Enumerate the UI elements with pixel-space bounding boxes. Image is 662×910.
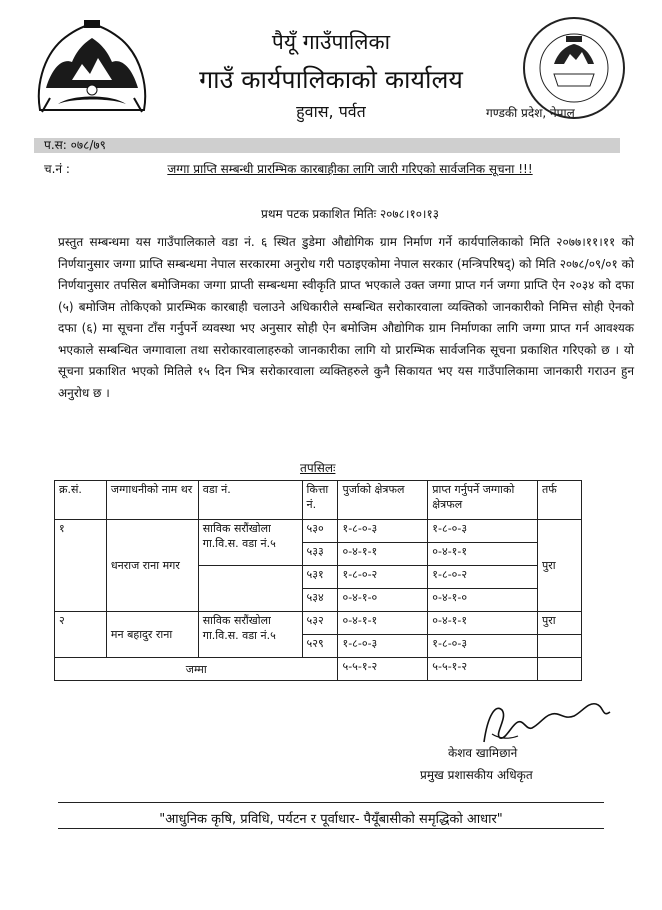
table-row [55,520,582,543]
cell-purja: १-८-०-३ [338,520,428,543]
header-ward: वडा नं. [198,481,302,520]
cell-side-empty [538,635,582,658]
footer-slogan: "आधुनिक कृषि, प्रविधि, पर्यटन र पूर्वाधार- पैयूँबासीको समृद्धिको आधार" [159,812,503,827]
header-sn: क्र.सं. [55,481,107,520]
cell-purja: १-८-०-२ [338,566,428,589]
land-details-table [54,480,582,681]
municipality-name: पैयूँ गाउँपालिका [271,30,391,54]
cell-total-required: ५-५-१-२ [428,658,538,681]
cell-total-purja: ५-५-१-२ [338,658,428,681]
province-name: गण्डकी प्रदेश, नेपाल [486,106,575,120]
cell-purja: ०-४-१-१ [338,612,428,635]
table-total-row [55,658,582,681]
cell-total-empty [538,658,582,681]
header-purja-area: पुर्जाको क्षेत्रफल [338,481,428,520]
header-kitta: कित्ता नं. [302,481,338,520]
cell-ward: साविक सरौंखोला गा.वि.स. वडा नं.५ [198,612,302,658]
cell-purja: ०-४-१-१ [338,543,428,566]
cell-kitta: ५३३ [302,543,338,566]
cell-required: १-८-०-२ [428,566,538,589]
nepal-emblem-icon [32,18,152,118]
cell-required: ०-४-१-१ [428,612,538,635]
cell-kitta: ५३० [302,520,338,543]
notice-subject: जग्गा प्राप्ति सम्बन्धी प्रारम्भिक कारबाहीका लागि जारी गरिएको सार्वजनिक सूचना !!! [167,162,533,176]
table-row [55,612,582,635]
cell-side: पुरा [538,612,582,635]
cell-owner: मन बहादुर राना [106,612,198,658]
header-owner: जग्गाधनीको नाम थर [106,481,198,520]
table-caption: तपसिलः [300,461,336,475]
header-side: तर्फ [538,481,582,520]
cell-side: पुरा [538,520,582,612]
office-address: हुवास, पर्वत [296,102,366,121]
dispatch-number: च.नं : [44,162,70,176]
header-required-area: प्राप्त गर्नुपर्ने जग्गाको क्षेत्रफल [428,481,538,520]
reference-bar [34,138,620,153]
reference-number: प.स: ०७८/७९ [44,138,106,152]
cell-required: ०-४-१-० [428,589,538,612]
cell-sn: २ [55,612,107,658]
office-name: गाउँ कार्यपालिकाको कार्यालय [199,65,463,94]
notice-body: प्रस्तुत सम्बन्धमा यस गाउँपालिकाले वडा नं. ६ स्थित डुडेमा औद्योगिक ग्राम निर्माण गर्ने कार्यपालिकाको मिति २०७७।११।११ को निर्णयानुसार जग्गा प्राप्ति सम्बन्धमा नेपाल सरकारमा अनुरोध गरी पठाइएकोमा नेपाल सरकार (मन्त्रिपरिषद्) को मिति २०७८/०९/०१ को निर्णयानुसार तपसिल बमोजिमका जग्गा प्राप्ती सम्बन्धमा स्वीकृति प्राप्त भएकाले उक्त जग्गा प्राप्त गर्न जग्गा प्राप्ति ऐन २०३४ को दफा (५) बमोजिम तोकिएको प्रारम्भिक कारबाही चलाउने अधिकारीले सम्बन्धित सरोकारवाला व्यक्तिको जानकारीको निमित्त सोही ऐनको दफा (६) मा सूचना टाँस गर्नुपर्ने व्यवस्था भए अनुसार सोही ऐन बमोजिम औद्योगिक ग्राम निर्माणका लागि जग्गा प्राप्त गर्न आवश्यक भएकाले सम्बन्धित जग्गावाला तथा सरोकारवालाहरुको जानकारीका लागि यो प्रारम्भिक सार्वजनिक सूचना प्रकाशित गरिएको छ । यो सूचना प्रकाशित भएको मितिले १५ दिन भित्र सरोकारवाला व्यक्तिहरुले कुनै सिकायत भए यस गाउँपालिकामा जानकारी गराउन हुन अनुरोध छ । [58,235,634,400]
signer-name: केशव खामिछाने [448,746,518,760]
cell-kitta: ५३२ [302,612,338,635]
office-stamp-icon [520,14,628,122]
cell-owner: धनराज राना मगर [106,520,198,612]
published-date: प्रथम पटक प्रकाशित मितिः २०७८।१०।१३ [261,207,439,221]
cell-required: १-८-०-३ [428,520,538,543]
cell-total-label: जम्मा [55,658,338,681]
cell-sn: १ [55,520,107,612]
signature-icon [478,694,618,750]
cell-purja: ०-४-१-० [338,589,428,612]
table-header-row [55,481,582,520]
cell-purja: १-८-०-३ [338,635,428,658]
footer-divider-top [58,802,604,803]
cell-kitta: ५३१ [302,566,338,589]
footer-divider-bottom [58,828,604,829]
cell-kitta: ५२९ [302,635,338,658]
cell-ward: साविक सरौंखोला गा.वि.स. वडा नं.५ [198,520,302,566]
cell-ward-empty [198,566,302,612]
cell-required: ०-४-१-१ [428,543,538,566]
signer-title: प्रमुख प्रशासकीय अधिकृत [420,768,533,782]
cell-kitta: ५३४ [302,589,338,612]
cell-required: १-८-०-३ [428,635,538,658]
